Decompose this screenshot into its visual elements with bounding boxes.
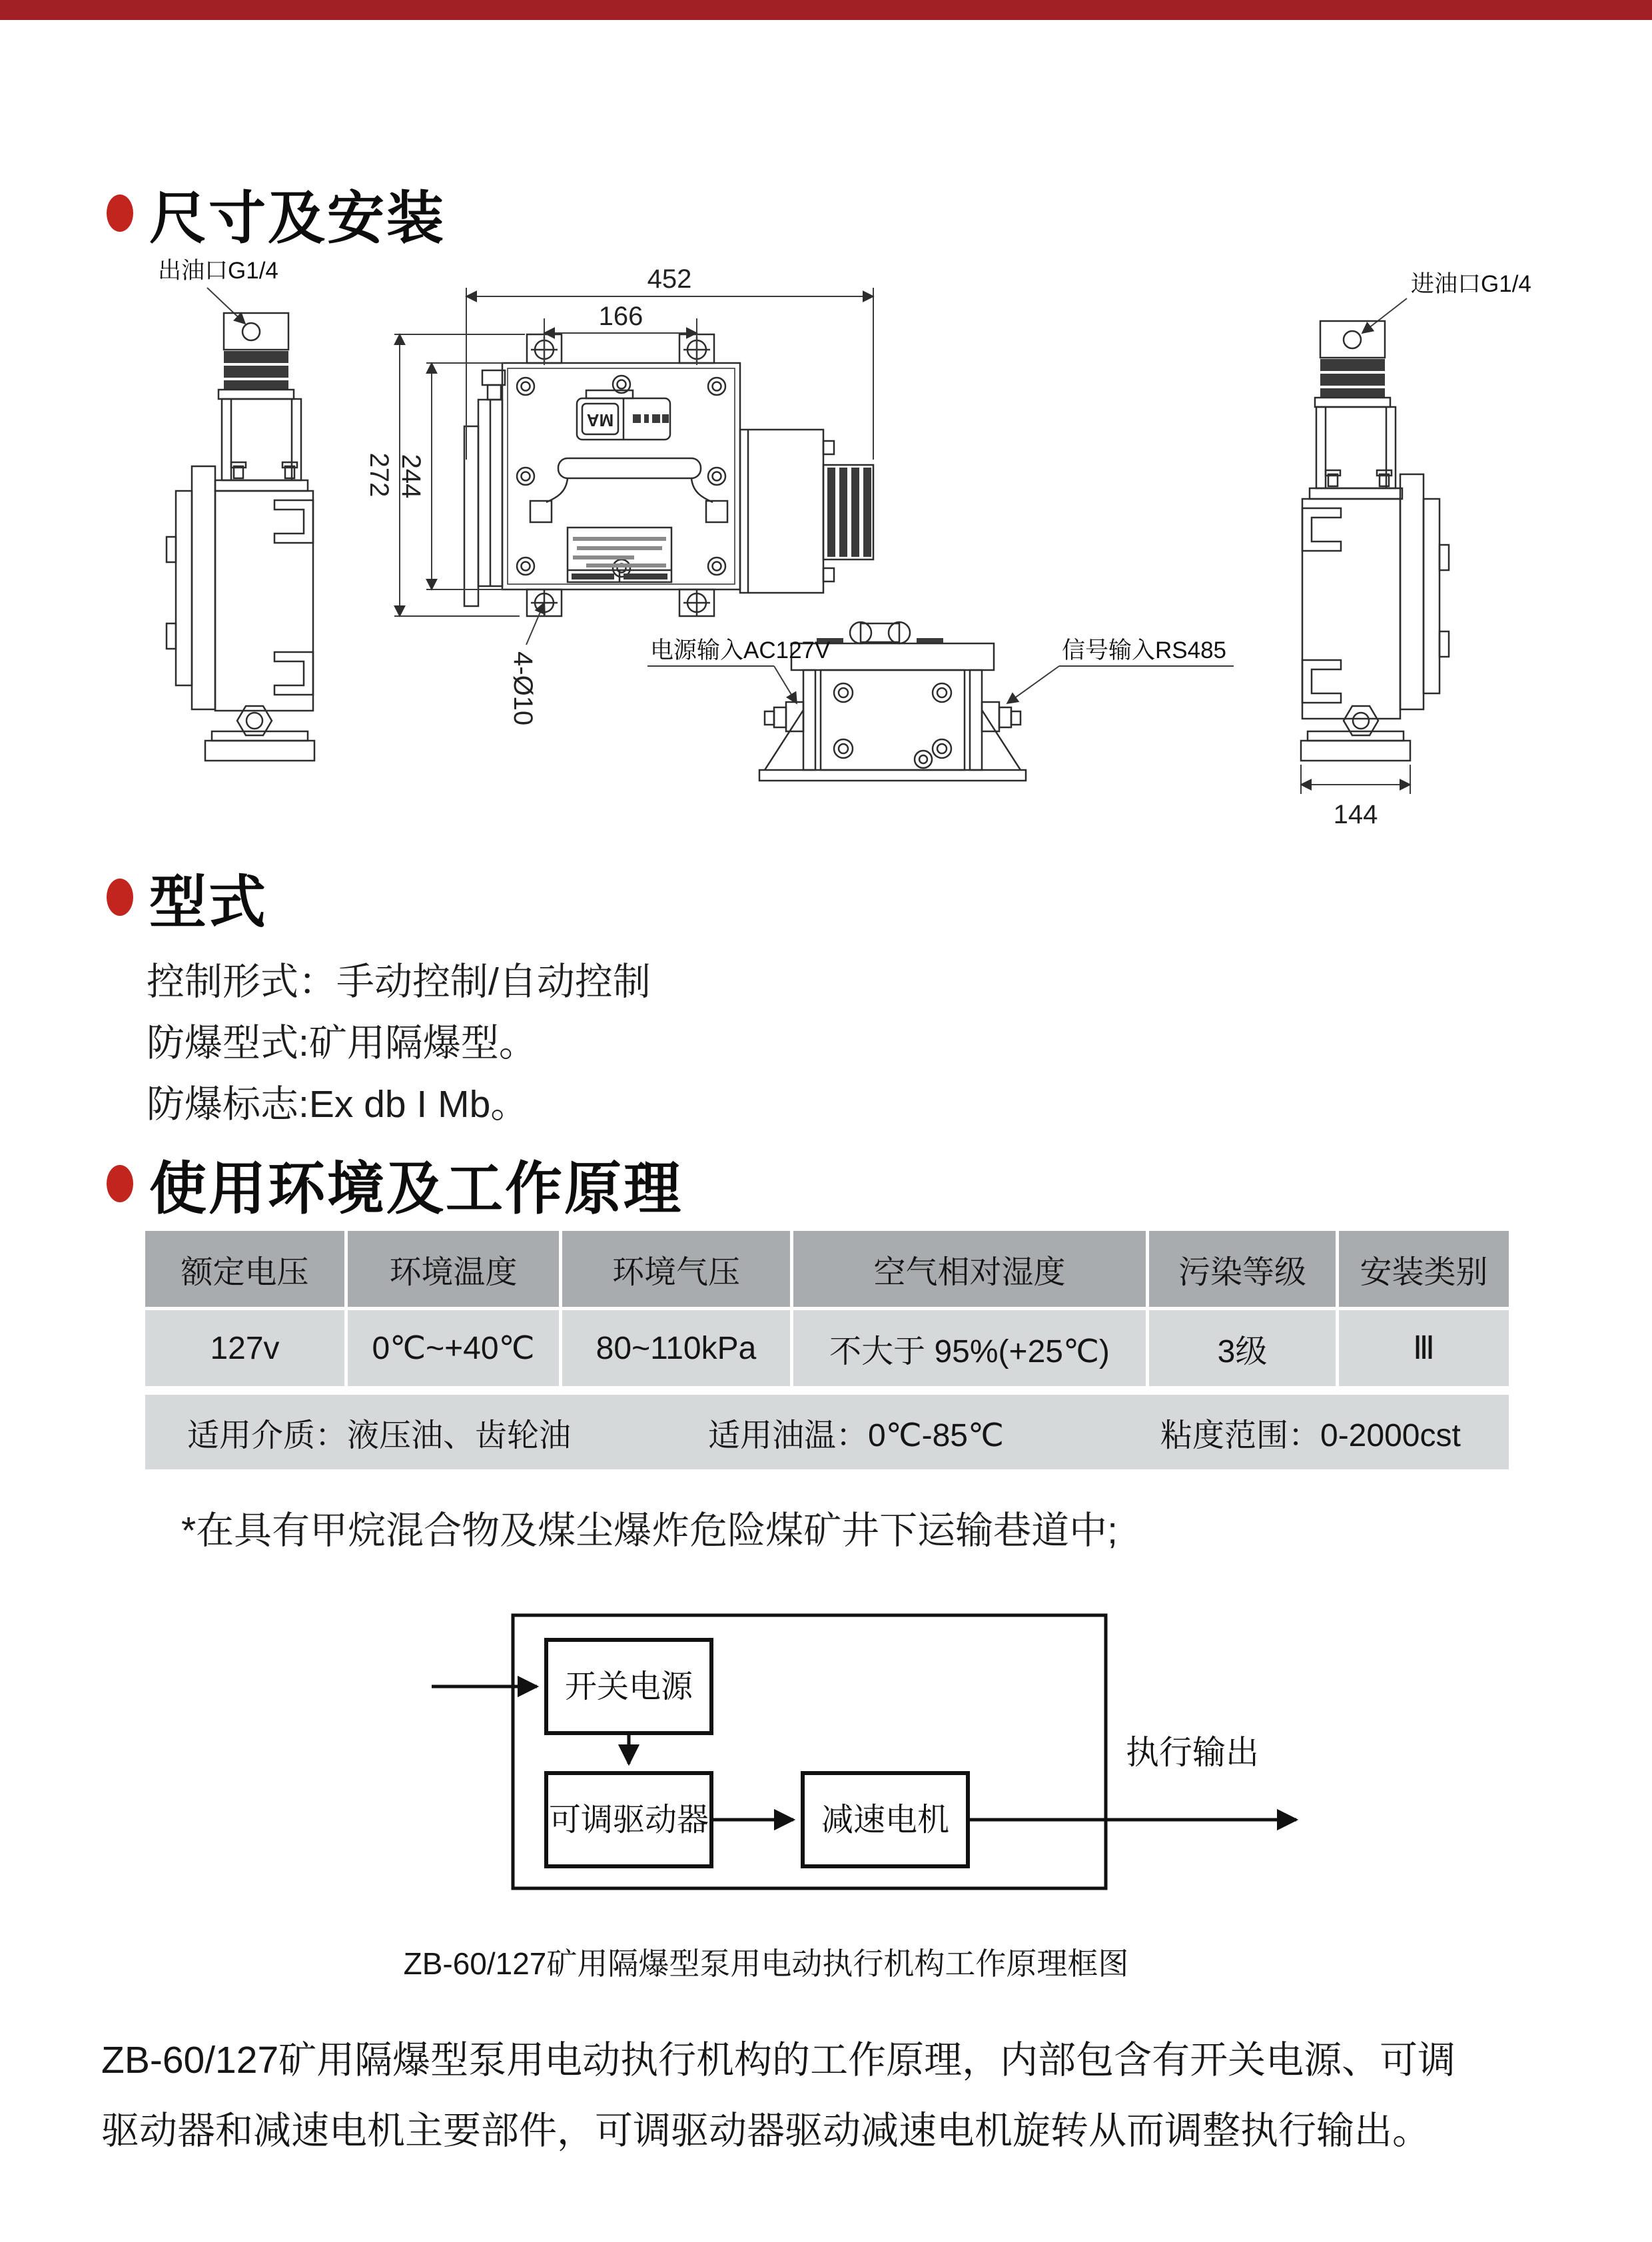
dim-244: 244 [396, 454, 426, 499]
type-line-explosion-proof: 防爆型式:矿用隔爆型。 [147, 1022, 537, 1064]
signal-input-label: 信号输入RS485 [1062, 637, 1227, 663]
front-view [464, 334, 873, 616]
top-red-bar [0, 0, 1652, 20]
diagram-label-driver: 可调驱动器 [548, 1802, 709, 1838]
outlet-port-label: 出油口G1/4 [158, 258, 278, 284]
left-side-view [158, 258, 314, 761]
diagram-label-power: 开关电源 [564, 1669, 693, 1704]
section-dimensions-header [107, 172, 446, 254]
table-cell: 不大于 95%(+25℃) [793, 1310, 1146, 1386]
section-title-environment: 使用环境及工作原理 [149, 1157, 683, 1221]
type-description [147, 951, 651, 1135]
dim-272: 272 [364, 452, 394, 498]
table-footer-viscosity: 粘度范围：0-2000cst [1160, 1417, 1461, 1453]
principle-paragraph [101, 2025, 1455, 2166]
environment-note: *在具有甲烷混合物及煤尘爆炸危险煤矿井下运输巷道中; [181, 1509, 1118, 1552]
table-header-row [145, 1231, 1509, 1307]
table-header: 环境气压 [562, 1231, 790, 1307]
diagram-output-label: 执行输出 [1126, 1734, 1259, 1771]
table-cell: 127v [145, 1310, 344, 1386]
section-environment-header [107, 1142, 683, 1225]
table-header: 污染等级 [1149, 1231, 1336, 1307]
ma-mark-logo: MA [586, 410, 614, 431]
diagram-label-motor: 减速电机 [821, 1802, 950, 1838]
power-input-label: 电源输入AC127V [650, 637, 831, 663]
section-title-dimensions: 尺寸及安装 [149, 187, 446, 250]
table-footer-oil-temp: 适用油温：0℃-85℃ [708, 1417, 1004, 1453]
bottom-view [647, 622, 1234, 781]
red-bullet-icon [107, 194, 133, 232]
paragraph-line-2: 驱动器和减速电机主要部件，可调驱动器驱动减速电机旋转从而调整执行输出。 [101, 2109, 1430, 2152]
table-header: 环境温度 [348, 1231, 559, 1307]
table-cell: 0℃~+40℃ [348, 1310, 559, 1386]
type-line-ex-mark: 防爆标志:Ex db I Mb。 [147, 1083, 529, 1126]
red-bullet-icon [107, 1165, 133, 1202]
principle-block-diagram [0, 1595, 1652, 1908]
table-footer-row [145, 1395, 1509, 1469]
right-side-view [1301, 271, 1531, 829]
diagram-caption: ZB-60/127矿用隔爆型泵用电动执行机构工作原理框图 [403, 1946, 1129, 1981]
table-cell: 80~110kPa [562, 1310, 790, 1386]
table-header: 空气相对湿度 [793, 1231, 1146, 1307]
section-type-header [107, 856, 268, 938]
table-cell: Ⅲ [1339, 1310, 1509, 1386]
table-cell: 3级 [1149, 1310, 1336, 1386]
environment-table [145, 1231, 1509, 1469]
table-header: 安装类别 [1339, 1231, 1509, 1307]
dim-144: 144 [1333, 800, 1378, 829]
table-footer-medium: 适用介质：液压油、齿轮油 [187, 1417, 572, 1453]
dim-4xd10: 4-Ø10 [508, 651, 538, 726]
red-bullet-icon [107, 879, 133, 916]
section-title-type: 型式 [149, 871, 268, 934]
inlet-port-label: 进油口G1/4 [1411, 271, 1531, 297]
diagram-outer-box [513, 1615, 1106, 1888]
type-line-control: 控制形式：手动控制/自动控制 [147, 960, 651, 1003]
dim-166: 166 [598, 302, 643, 331]
table-value-row [145, 1310, 1509, 1386]
table-header: 额定电压 [145, 1231, 344, 1307]
dimension-drawing [0, 258, 1652, 831]
dim-452: 452 [647, 264, 692, 294]
paragraph-line-1: ZB-60/127矿用隔爆型泵用电动执行机构的工作原理，内部包含有开关电源、可调 [101, 2039, 1456, 2081]
